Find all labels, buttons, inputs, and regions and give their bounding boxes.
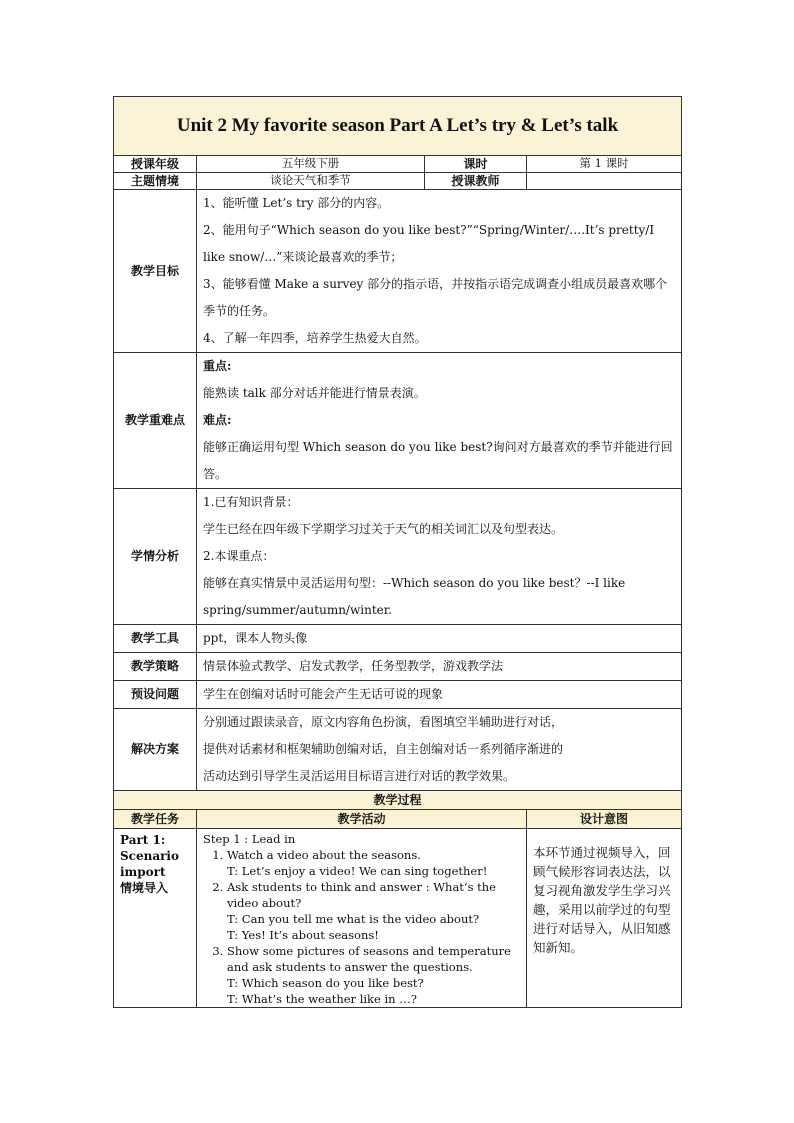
keypoints-label: 教学重难点	[114, 353, 197, 489]
activity-item: 1. Watch a video about the seasons. T: Let’s enjoy a video! We can sing together!	[227, 847, 520, 879]
solution-content	[197, 709, 682, 791]
lesson-plan-table	[113, 96, 682, 1008]
solution-label: 解决方案	[114, 709, 197, 791]
theme-label: 主题情境	[114, 173, 197, 190]
period-label: 课时	[425, 156, 527, 173]
activity-part1	[197, 829, 527, 1008]
process-header: 教学过程	[114, 791, 682, 810]
col-intent-header: 设计意图	[527, 810, 682, 829]
keypoints-content	[197, 353, 682, 489]
goal-item: 1、能听懂 Let’s try 部分的内容。	[203, 196, 390, 210]
grade-label: 授课年级	[114, 156, 197, 173]
analysis-line: 1.已有知识背景：	[203, 495, 299, 509]
theme-value: 谈论天气和季节	[197, 173, 425, 190]
teacher-line: T: Can you tell me what is the video about?	[227, 912, 480, 926]
solution-line: 分别通过跟读录音，原文内容角色扮演，看图填空半辅助进行对话，	[203, 715, 564, 729]
analysis-label: 学情分析	[114, 489, 197, 625]
intent-part1: 本环节通过视频导入，回顾气候形容词表达法，以复习视角激发学生学习兴趣，采用以前学过的句型进行对话导入，从旧知感知新知。	[527, 829, 682, 1008]
solution-line: 活动达到引导学生灵活运用目标语言进行对话的教学效果。	[203, 769, 516, 783]
problems-text: 学生在创编对话时可能会产生无话可说的现象	[197, 681, 682, 709]
analysis-line: 学生已经在四年级下学期学习过关于天气的相关词汇以及句型表达。	[203, 522, 564, 536]
key-text: 能熟读 talk 部分对话并能进行情景表演。	[203, 386, 426, 400]
step-title: Step 1 : Lead in	[203, 832, 296, 846]
task-name-en: Part 1: Scenario import	[120, 833, 179, 879]
task-name-cn: 情境导入	[120, 881, 169, 895]
document-title: Unit 2 My favorite season Part A Let’s try & Let’s talk	[114, 97, 682, 156]
difficulty-text: 能够正确运用句型 Which season do you like best?询问对方最喜欢的季节并能进行回答。	[203, 440, 673, 481]
solution-line: 提供对话素材和框架辅助创编对话，自主创编对话一系列循序渐进的	[203, 742, 564, 756]
tools-label: 教学工具	[114, 625, 197, 653]
analysis-line: 2.本课重点：	[203, 549, 275, 563]
tools-text: ppt，课本人物头像	[197, 625, 682, 653]
strategy-label: 教学策略	[114, 653, 197, 681]
task-part1	[114, 829, 197, 1008]
teacher-line: T: Yes! It’s about seasons!	[227, 928, 379, 942]
problems-label: 预设问题	[114, 681, 197, 709]
teacher-line: T: Which season do you like best?	[227, 976, 424, 990]
difficulty-title: 难点:	[203, 413, 232, 427]
col-task-header: 教学任务	[114, 810, 197, 829]
analysis-line: 能够在真实情景中灵活运用句型：--Which season do you like best？--I like spring/summer/autumn/winter.	[203, 576, 626, 617]
lesson-plan	[113, 96, 681, 1008]
period-value: 第 1 课时	[527, 156, 682, 173]
activity-item: 2. Ask students to think and answer : What‘s the video about? T: Can you tell me what is the video about? T: Yes! It’s about seasons!	[227, 879, 520, 943]
teacher-label: 授课教师	[425, 173, 527, 190]
goal-item: 3、能够看懂 Make a survey 部分的指示语，并按指示语完成调查小组成员最喜欢哪个季节的任务。	[203, 277, 668, 318]
teacher-value	[527, 173, 682, 190]
goals-label: 教学目标	[114, 190, 197, 353]
goal-item: 2、能用句子“Which season do you like best?”“Spring/Winter/….It’s pretty/I like snow/…”来谈论最喜欢的季节；	[203, 223, 655, 264]
col-activity-header: 教学活动	[197, 810, 527, 829]
teacher-line: T: What’s the weather like in …?	[227, 992, 417, 1006]
activity-item: 3. Show some pictures of seasons and temperature and ask students to answer the questions. T: Which season do you like best? T: What’s the weather like in …?	[227, 943, 520, 1007]
analysis-content	[197, 489, 682, 625]
teacher-line: T: Let’s enjoy a video! We can sing together!	[227, 864, 488, 878]
key-title: 重点:	[203, 359, 232, 373]
goals-content	[197, 190, 682, 353]
goal-item: 4、了解一年四季，培养学生热爱大自然。	[203, 331, 427, 345]
strategy-text: 情景体验式教学、启发式教学，任务型教学，游戏教学法	[197, 653, 682, 681]
grade-value: 五年级下册	[197, 156, 425, 173]
